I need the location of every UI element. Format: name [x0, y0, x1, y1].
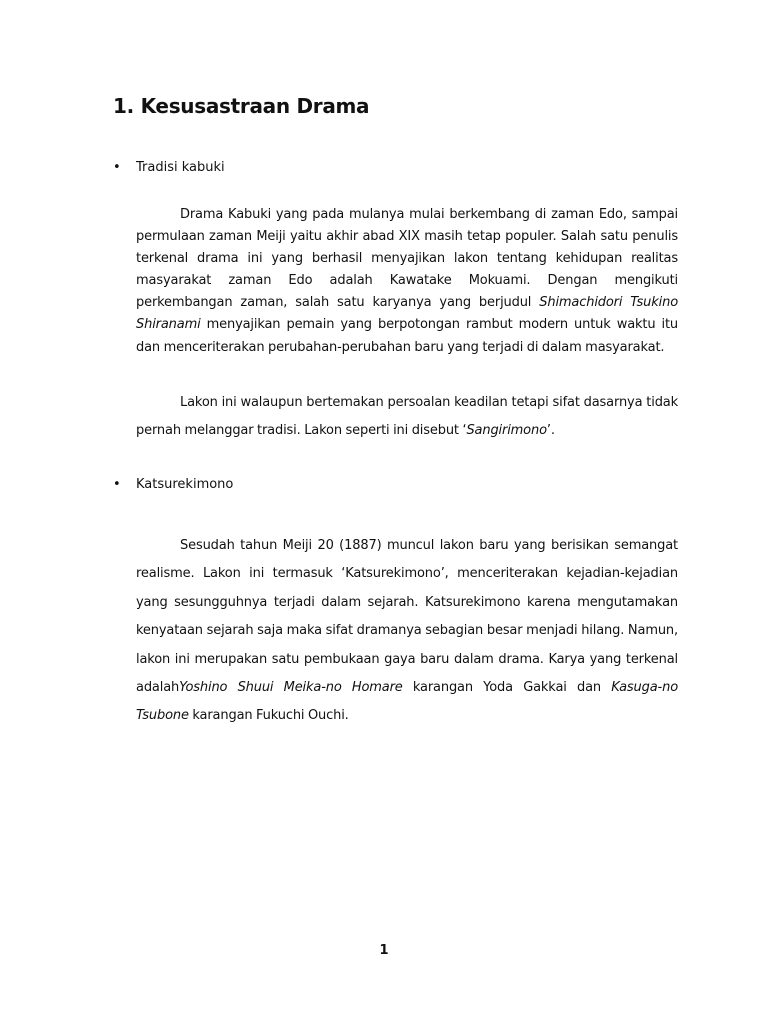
paragraph-text: Sesudah tahun Meiji 20 (1887) muncul lakon baru yang berisikan semangat realisme. Lakon ini termasuk ‘Katsurekimono’, menceriterakan kejadian-kejadian yang sesungguhnya terjadi dalam sejarah. Katsurekimono karena mengutamakan kenyataan sejarah saja maka sifat dramanya sebagian besar menjadi hilang. Namun, lakon ini merupakan satu pembukaan gaya baru dalam drama. Karya yang terkenal adalah — [136, 538, 678, 696]
paragraph-katsurekimono — [136, 532, 678, 731]
page-number: 1 — [379, 943, 389, 958]
work-title: Shimachidori Tsukino Shiranami — [136, 295, 679, 333]
paragraph-text: Drama Kabuki yang pada mulanya mulai berkembang di zaman Edo, sampai permulaan zaman Meiji yaitu akhir abad XIX masih tetap populer. Salah satu penulis terkenal drama ini yang berhasil menyajikan lakon tentang kehidupan realitas masyarakat zaman Edo adalah Kawatake Mokuami. Dengan mengikuti perkembangan zaman, salah satu karyanya yang berjudul — [136, 207, 678, 311]
section-heading: 1. Kesusastraan Drama — [113, 94, 370, 118]
bullet-icon: • — [113, 160, 121, 175]
paragraph-kabuki-1 — [136, 204, 678, 359]
work-title: Yoshino Shuui Meika-no Homare — [179, 680, 403, 696]
bullet-label: Tradisi kabuki — [136, 160, 225, 175]
bullet-icon: • — [113, 477, 121, 492]
work-title: Kasuga-no Tsubone — [136, 680, 678, 724]
bullet-label: Katsurekimono — [136, 477, 234, 492]
paragraph-text: menyajikan pemain yang berpotongan rambut modern untuk waktu itu dan menceriterakan perubahan-perubahan baru yang terjadi di dalam masyarakat. — [136, 317, 678, 355]
term-emphasis: Sangirimono — [466, 423, 547, 438]
paragraph-kabuki-2 — [136, 389, 678, 445]
paragraph-text: karangan Fukuchi Ouchi. — [188, 708, 349, 724]
paragraph-text: Lakon ini walaupun bertemakan persoalan keadilan tetapi sifat dasarnya tidak pernah melanggar tradisi. Lakon seperti ini disebut ‘ — [136, 395, 678, 438]
paragraph-text: karangan Yoda Gakkai dan — [402, 680, 612, 696]
paragraph-text: ’. — [546, 423, 555, 438]
